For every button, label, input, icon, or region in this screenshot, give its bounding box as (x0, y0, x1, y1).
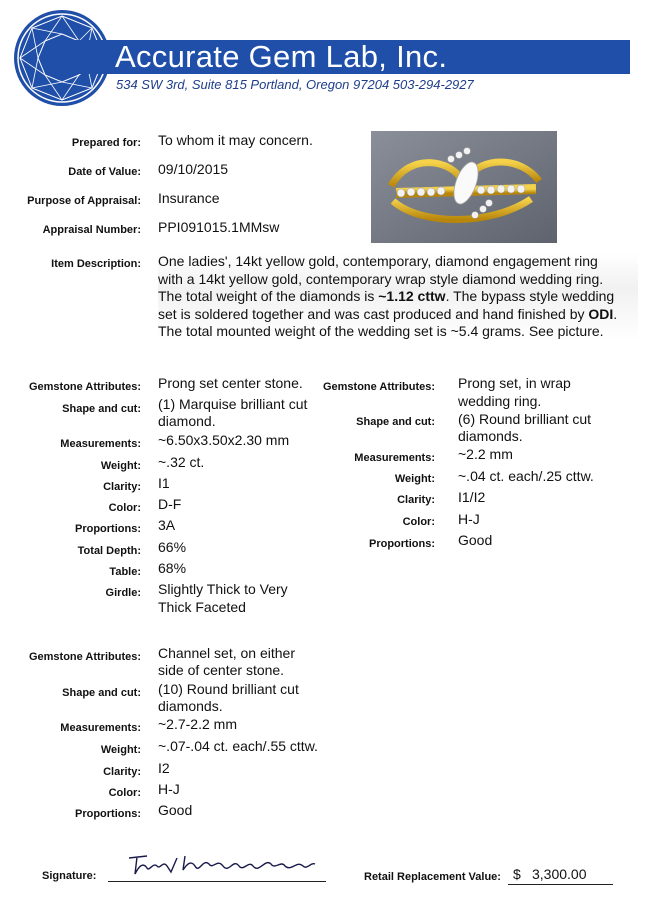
item-description-line: with a 14kt yellow gold, contemporary wrap style diamond wedding ring. (158, 270, 604, 287)
g1-girdle-value-1: Slightly Thick to Very (158, 581, 288, 597)
item-description-line: The total mounted weight of the wedding set is ~5.4 grams. See picture. (158, 323, 604, 339)
appraisal-number-label: Appraisal Number: (42, 224, 141, 236)
prepared-for-value: To whom it may concern. (158, 132, 313, 148)
company-address: 534 SW 3rd, Suite 815 Portland, Oregon 97204 503-294-2927 (116, 77, 474, 92)
g1-clarity-value: I1 (158, 475, 170, 491)
ring-photo (371, 131, 557, 243)
signature-image (125, 848, 325, 880)
g2-proportions-value: Good (458, 532, 493, 548)
g2-color-label: Color: (402, 516, 435, 528)
prepared-for-label: Prepared for: (71, 137, 141, 149)
g3-proportions-label: Proportions: (75, 808, 141, 820)
g1-weight-value: ~.32 ct. (158, 454, 205, 470)
item-description-line: The total weight of the diamonds is ~1.12 cttw. The bypass style wedding (158, 288, 615, 304)
item-description-line: One ladies', 14kt yellow gold, contemporary, diamond engagement ring (158, 253, 598, 269)
retail-value-line (508, 884, 613, 885)
retail-replacement-label: Retail Replacement Value: (364, 871, 501, 883)
currency-symbol: $ (513, 866, 521, 882)
g2-shape-value-1: (6) Round brilliant cut (458, 411, 592, 427)
g3-clarity-label: Clarity: (103, 766, 141, 778)
g1-attributes-label: Gemstone Attributes: (28, 381, 141, 393)
g3-color-label: Color: (108, 787, 141, 799)
purpose-value: Insurance (158, 190, 220, 206)
g2-color-value: H-J (458, 511, 480, 527)
item-description (158, 253, 638, 341)
g1-measurements-label: Measurements: (60, 438, 141, 450)
g3-shape-value-2: diamonds. (158, 698, 223, 714)
g2-attributes-value-2: wedding ring. (458, 393, 542, 409)
signature-line (108, 881, 326, 882)
g1-shape-value-1: (1) Marquise brilliant cut (158, 396, 308, 412)
signature-label: Signature: (42, 870, 97, 882)
g1-clarity-label: Clarity: (103, 481, 141, 493)
g2-weight-value: ~.04 ct. each/.25 cttw. (458, 468, 594, 484)
g1-table-label: Table: (109, 566, 141, 578)
g1-color-value: D-F (158, 496, 182, 512)
g3-clarity-value: I2 (158, 760, 170, 776)
g1-table-value: 68% (158, 560, 187, 576)
g2-proportions-label: Proportions: (369, 538, 435, 550)
g2-attributes-label: Gemstone Attributes: (322, 381, 435, 393)
g1-proportions-label: Proportions: (75, 523, 141, 535)
g3-attributes-label: Gemstone Attributes: (28, 651, 141, 663)
g1-shape-label: Shape and cut: (62, 403, 141, 415)
g1-weight-label: Weight: (100, 460, 141, 472)
g2-measurements-label: Measurements: (354, 452, 435, 464)
appraisal-number-value: PPI091015.1MMsw (158, 219, 280, 235)
g2-measurements-value: ~2.2 mm (458, 446, 513, 462)
item-description-label: Item Description: (51, 258, 141, 270)
g2-clarity-value: I1/I2 (458, 489, 486, 505)
g2-shape-label: Shape and cut: (356, 416, 435, 428)
g1-color-label: Color: (108, 502, 141, 514)
g3-proportions-value: Good (158, 802, 193, 818)
purpose-label: Purpose of Appraisal: (27, 195, 141, 207)
g1-depth-label: Total Depth: (77, 545, 141, 557)
g1-girdle-value-2: Thick Faceted (158, 599, 246, 615)
g3-attributes-value-2: side of center stone. (158, 662, 285, 678)
g3-attributes-value-1: Channel set, on either (158, 645, 295, 661)
g3-shape-value-1: (10) Round brilliant cut (158, 681, 299, 697)
company-name: Accurate Gem Lab, Inc. (70, 40, 630, 74)
g1-measurements-value: ~6.50x3.50x2.30 mm (158, 432, 290, 448)
date-of-value-label: Date of Value: (68, 166, 141, 178)
g3-weight-value: ~.07-.04 ct. each/.55 cttw. (158, 738, 318, 754)
g3-measurements-value: ~2.7-2.2 mm (158, 716, 237, 732)
total-weight-highlight: ~1.12 cttw (378, 288, 446, 304)
g2-weight-label: Weight: (394, 473, 435, 485)
g3-measurements-label: Measurements: (60, 722, 141, 734)
g1-proportions-value: 3A (158, 517, 176, 533)
g3-color-value: H-J (158, 781, 180, 797)
date-of-value: 09/10/2015 (158, 161, 229, 177)
g1-attributes-value: Prong set center stone. (158, 375, 303, 391)
g2-attributes-value-1: Prong set, in wrap (458, 375, 571, 391)
g2-clarity-label: Clarity: (397, 494, 435, 506)
g3-weight-label: Weight: (100, 744, 141, 756)
g1-depth-value: 66% (158, 539, 187, 555)
retail-replacement-value: 3,300.00 (532, 866, 587, 882)
g2-shape-value-2: diamonds. (458, 428, 523, 444)
manufacturer-highlight: ODI (588, 305, 614, 322)
g1-girdle-label: Girdle: (105, 587, 141, 599)
g3-shape-label: Shape and cut: (62, 687, 141, 699)
item-description-line: set is soldered together and was cast produced and hand finished by ODI. (158, 305, 618, 322)
g1-shape-value-2: diamond. (158, 413, 216, 429)
